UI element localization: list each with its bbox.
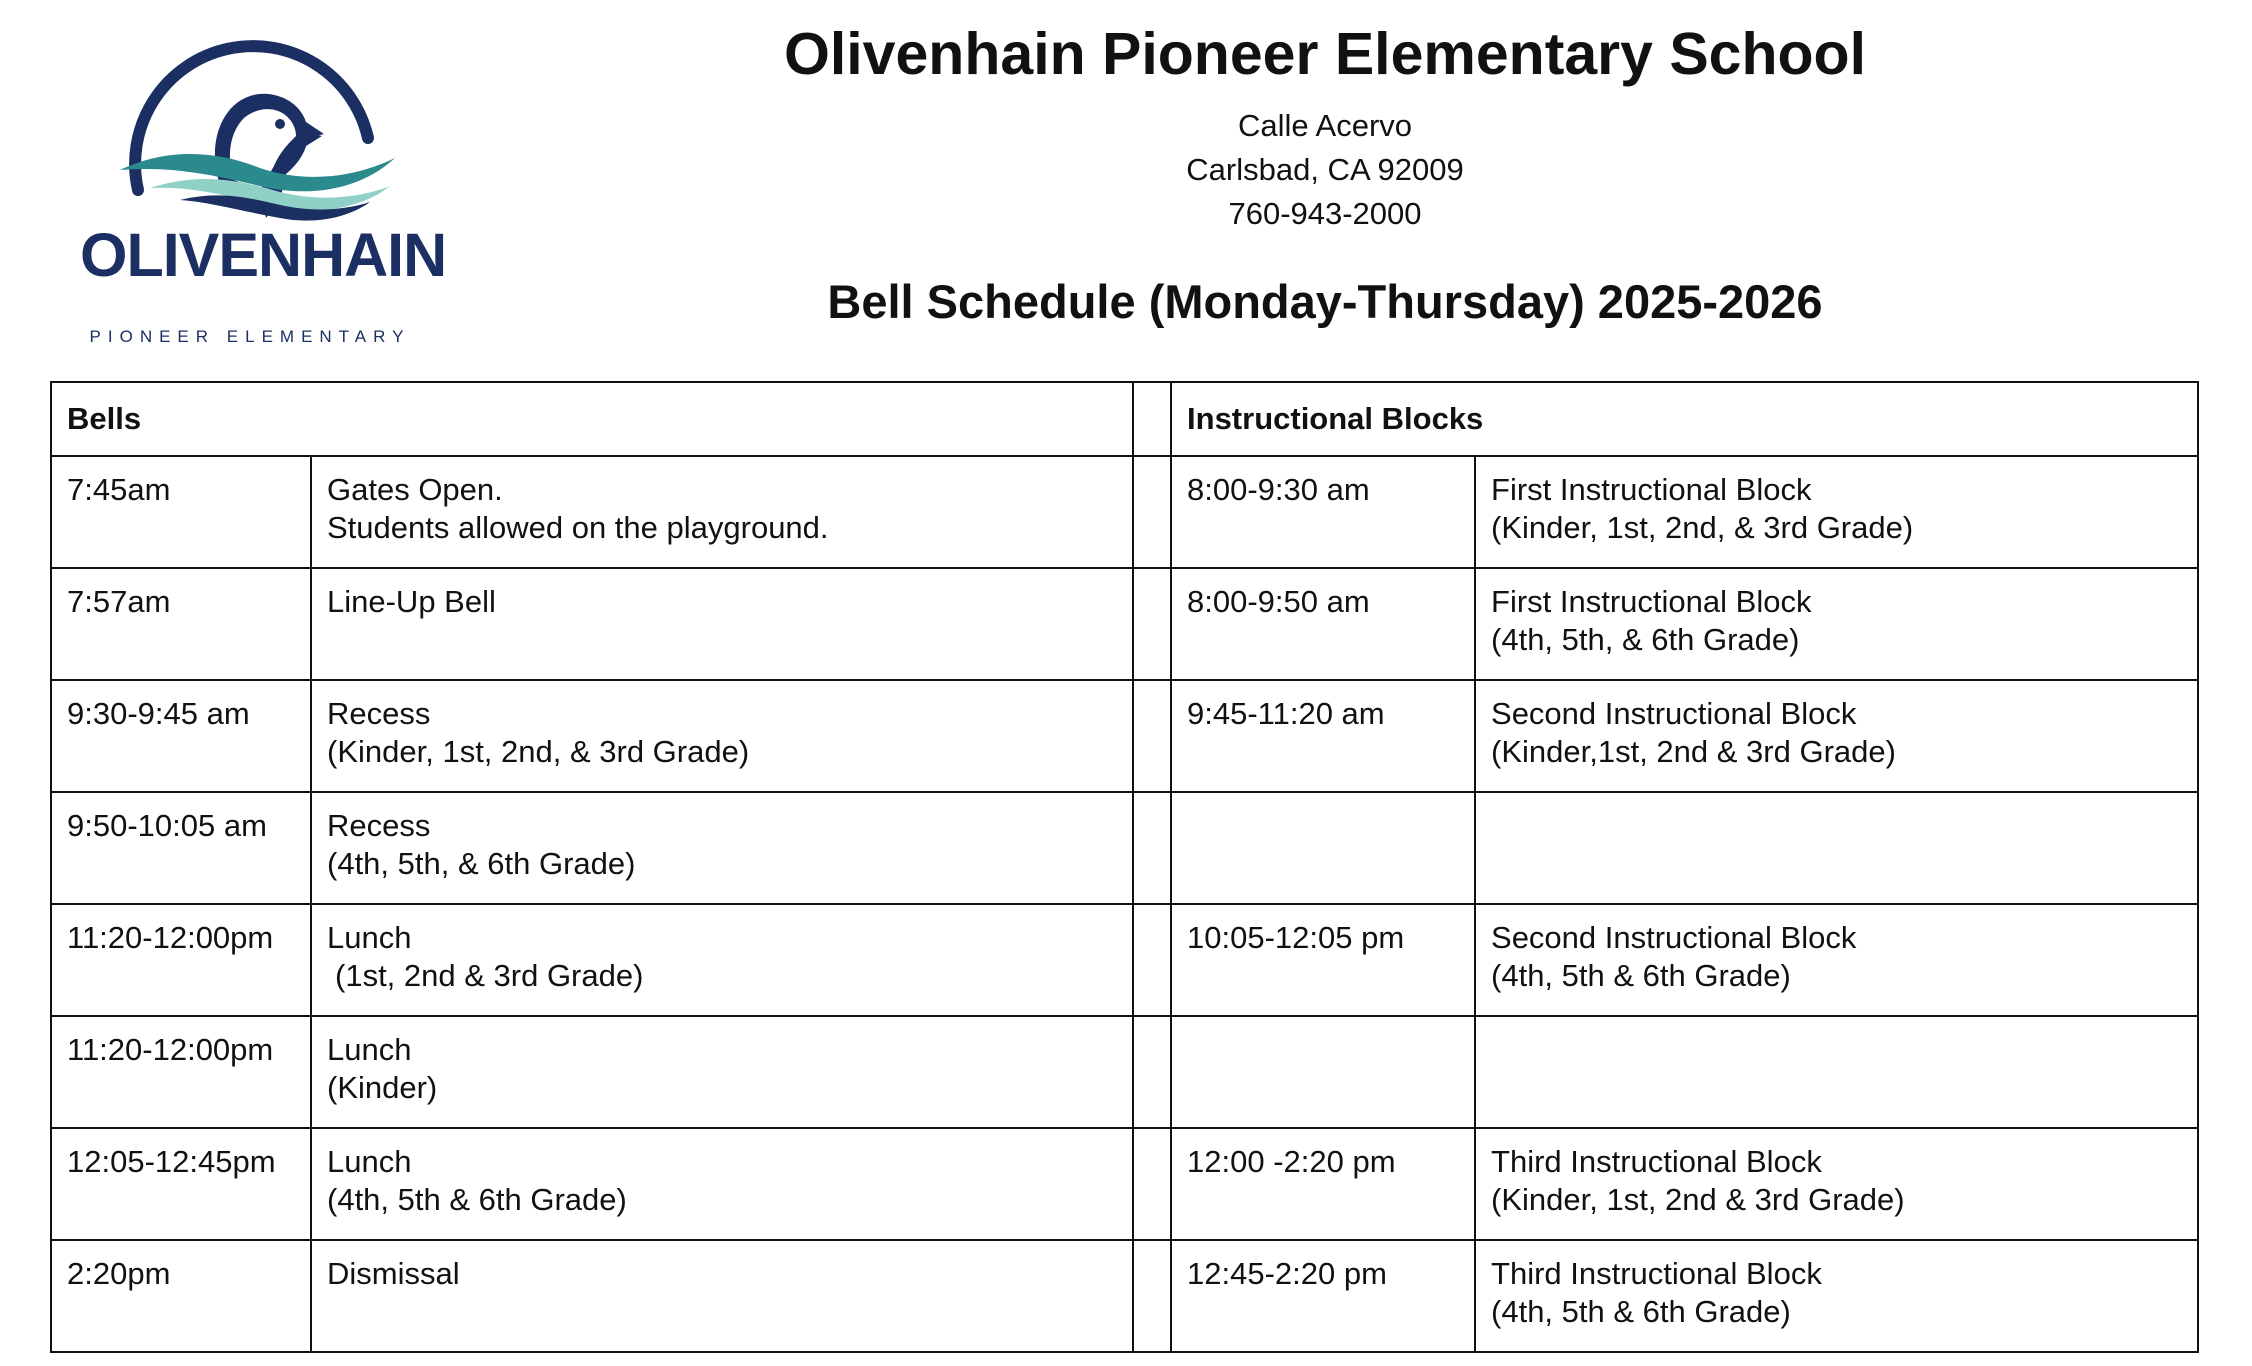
bell-description-cell-line-1: Recess	[327, 696, 431, 731]
block-description-cell-line-2: (4th, 5th & 6th Grade)	[1491, 1294, 1791, 1329]
bell-description-cell-line-2: (Kinder)	[327, 1070, 438, 1105]
logo-subtitle: PIONEER ELEMENTARY	[89, 327, 411, 346]
bell-description-cell	[311, 1128, 1133, 1240]
block-description-cell-line-1: Third Instructional Block	[1491, 1256, 1822, 1291]
block-time-cell-line-1: 9:45-11:20 am	[1187, 696, 1385, 731]
bell-time-cell-line-1: 11:20-12:00pm	[67, 920, 274, 955]
block-description-cell	[1475, 680, 2198, 792]
bell-time-cell	[51, 904, 311, 1016]
bell-description-cell	[311, 904, 1133, 1016]
column-spacer	[1133, 382, 1171, 456]
bell-time-cell	[51, 456, 311, 568]
block-description-cell	[1475, 1240, 2198, 1352]
bell-time-cell-line-1: 12:05-12:45pm	[67, 1144, 276, 1179]
column-spacer	[1133, 1016, 1171, 1128]
block-description-cell-line-2: (Kinder,1st, 2nd & 3rd Grade)	[1491, 734, 1896, 769]
bell-description-cell-line-1: Lunch	[327, 1144, 412, 1179]
block-time-cell-line-1: 12:45-2:20 pm	[1187, 1256, 1387, 1291]
bell-description-cell-line-2: (1st, 2nd & 3rd Grade)	[335, 958, 644, 993]
bell-description-cell-line-1: Recess	[327, 808, 431, 843]
bell-description-cell-line-2: (4th, 5th, & 6th Grade)	[327, 846, 636, 881]
bell-description-cell-line-2: (Kinder, 1st, 2nd, & 3rd Grade)	[327, 734, 750, 769]
document-header	[640, 12, 2010, 332]
block-description-cell-line-2: (4th, 5th, & 6th Grade)	[1491, 622, 1800, 657]
logo-wordmark: OLIVENHAIN	[80, 221, 447, 289]
column-spacer	[1133, 1240, 1171, 1352]
bell-schedule-table	[50, 381, 2199, 1353]
block-description-cell-line-1: Third Instructional Block	[1491, 1144, 1822, 1179]
block-description-cell	[1475, 1016, 2198, 1128]
block-time-cell-line-1: 10:05-12:05 pm	[1187, 920, 1405, 955]
block-time-cell	[1171, 568, 1475, 680]
bell-description-cell	[311, 1240, 1133, 1352]
bell-description-cell-line-2: (4th, 5th & 6th Grade)	[327, 1182, 627, 1217]
bell-time-cell	[51, 792, 311, 904]
block-description-cell-line-2: (Kinder, 1st, 2nd, & 3rd Grade)	[1491, 510, 1914, 545]
block-time-cell	[1171, 1128, 1475, 1240]
block-time-cell-line-1: 12:00 -2:20 pm	[1187, 1144, 1396, 1179]
bell-time-cell	[51, 1240, 311, 1352]
block-time-cell-line-1: 8:00-9:50 am	[1187, 584, 1370, 619]
eagle-logo-icon	[110, 40, 410, 230]
column-spacer	[1133, 1128, 1171, 1240]
bell-time-cell	[51, 1128, 311, 1240]
bell-description-cell	[311, 568, 1133, 680]
block-description-cell-line-1: First Instructional Block	[1491, 584, 1812, 619]
bell-description-cell	[311, 792, 1133, 904]
school-name: Olivenhain Pioneer Elementary School	[784, 21, 1866, 87]
table-row	[51, 1016, 2198, 1128]
block-description-cell-line-1: Second Instructional Block	[1491, 920, 1857, 955]
bell-description-cell-line-1: Dismissal	[327, 1256, 460, 1291]
table-row	[51, 456, 2198, 568]
block-description-cell	[1475, 1128, 2198, 1240]
table-row	[51, 680, 2198, 792]
column-spacer	[1133, 568, 1171, 680]
block-description-cell	[1475, 456, 2198, 568]
bell-description-cell-line-2: Students allowed on the playground.	[327, 510, 829, 545]
bell-description-cell-line-1: Lunch	[327, 1032, 412, 1067]
block-time-cell	[1171, 456, 1475, 568]
bell-description-cell-line-1: Gates Open.	[327, 472, 503, 507]
block-time-cell	[1171, 1240, 1475, 1352]
block-description-cell-line-1: First Instructional Block	[1491, 472, 1812, 507]
instructional-blocks-header: Instructional Blocks	[1171, 382, 2198, 456]
bell-time-cell	[51, 680, 311, 792]
block-description-cell	[1475, 568, 2198, 680]
table-row	[51, 1128, 2198, 1240]
block-time-cell	[1171, 792, 1475, 904]
table-row	[51, 568, 2198, 680]
table-row	[51, 904, 2198, 1016]
block-description-cell-line-2: (Kinder, 1st, 2nd & 3rd Grade)	[1491, 1182, 1905, 1217]
block-description-cell	[1475, 792, 2198, 904]
bell-time-cell-line-1: 11:20-12:00pm	[67, 1032, 274, 1067]
school-logo	[80, 40, 447, 346]
bell-time-cell	[51, 1016, 311, 1128]
block-description-cell-line-1: Second Instructional Block	[1491, 696, 1857, 731]
bell-time-cell	[51, 568, 311, 680]
bell-time-cell-line-1: 7:57am	[67, 584, 171, 619]
bell-time-cell-line-1: 7:45am	[67, 472, 171, 507]
column-spacer	[1133, 904, 1171, 1016]
column-spacer	[1133, 456, 1171, 568]
table-header-row	[51, 382, 2198, 456]
phone-number: 760-943-2000	[1228, 196, 1422, 231]
address-street: Calle Acervo	[1237, 108, 1413, 143]
bell-description-cell-line-1: Lunch	[327, 920, 412, 955]
schedule-title: Bell Schedule (Monday-Thursday) 2025-2026	[827, 275, 1823, 328]
bell-time-cell-line-1: 9:50-10:05 am	[67, 808, 267, 843]
block-description-cell	[1475, 904, 2198, 1016]
bell-description-cell	[311, 680, 1133, 792]
block-description-cell-line-2: (4th, 5th & 6th Grade)	[1491, 958, 1791, 993]
bell-description-cell	[311, 456, 1133, 568]
bell-time-cell-line-1: 2:20pm	[67, 1256, 171, 1291]
bells-header: Bells	[51, 382, 1133, 456]
table-row	[51, 792, 2198, 904]
bell-description-cell	[311, 1016, 1133, 1128]
block-time-cell	[1171, 680, 1475, 792]
block-time-cell	[1171, 1016, 1475, 1128]
column-spacer	[1133, 792, 1171, 904]
bell-time-cell-line-1: 9:30-9:45 am	[67, 696, 250, 731]
bell-description-cell-line-1: Line-Up Bell	[327, 584, 496, 619]
address-city: Carlsbad, CA 92009	[1186, 152, 1464, 187]
block-time-cell	[1171, 904, 1475, 1016]
block-time-cell-line-1: 8:00-9:30 am	[1187, 472, 1370, 507]
column-spacer	[1133, 680, 1171, 792]
table-row	[51, 1240, 2198, 1352]
